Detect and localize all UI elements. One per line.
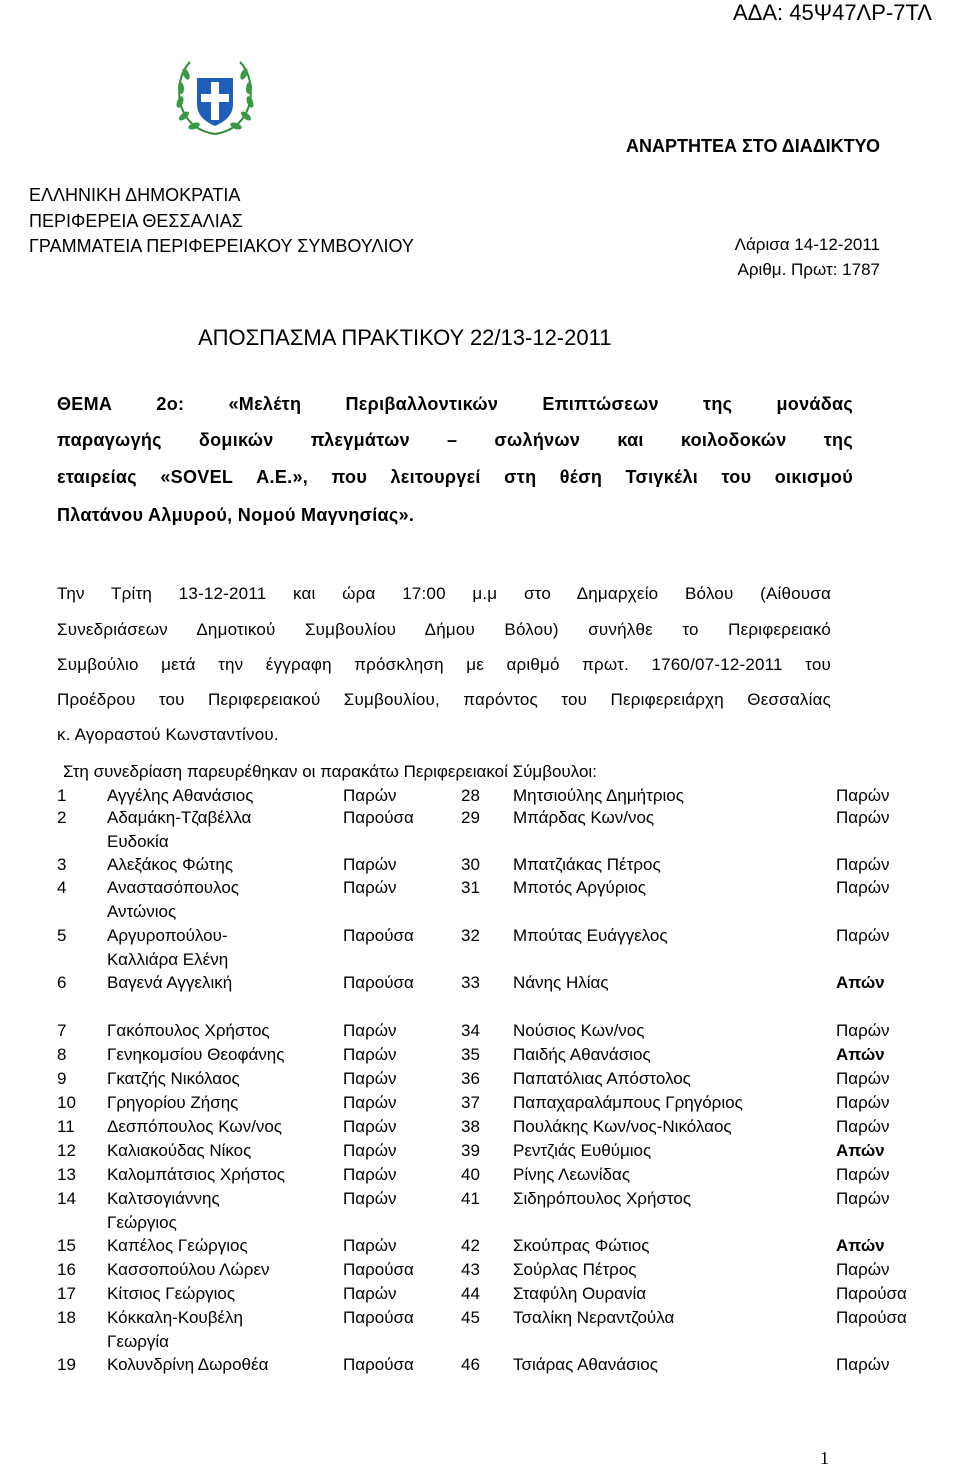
member-status: Παρών: [343, 1045, 397, 1064]
member-number: 5: [57, 926, 67, 945]
member-number: 30: [461, 855, 480, 874]
member-name: Γρηγορίου Ζήσης: [107, 1093, 239, 1112]
minutes-paragraph-line: Συνεδριάσεων Δημοτικού Συμβουλίου Δήμου Βόλου) συνήλθε το Περιφερειακό: [57, 620, 831, 639]
member-number: 37: [461, 1093, 480, 1112]
member-number: 16: [57, 1260, 76, 1279]
member-status: Παρών: [836, 1117, 890, 1136]
member-name: Αργυροπούλου-: [107, 926, 228, 945]
member-name: Καλτσογιάννης: [107, 1189, 220, 1208]
member-number: 10: [57, 1093, 76, 1112]
member-number: 19: [57, 1355, 76, 1374]
member-status: Παρών: [836, 1165, 890, 1184]
subject-line: ΘΕΜΑ 2ο: «Μελέτη Περιβαλλοντικών Επιπτώσεων της μονάδας: [57, 394, 853, 414]
member-number: 13: [57, 1165, 76, 1184]
member-name: Κίτσιος Γεώργιος: [107, 1284, 236, 1303]
member-status: Απών: [836, 1045, 885, 1064]
publication-notice: ΑΝΑΡΤΗΤΕΑ ΣΤΟ ΔΙΑΔΙΚΤΥΟ: [626, 136, 880, 156]
member-status: Παρούσα: [343, 1260, 414, 1279]
member-status: Παρούσα: [343, 926, 414, 945]
subject-line: Πλατάνου Αλμυρού, Νομού Μαγνησίας».: [57, 505, 415, 525]
minutes-paragraph-line: Την Τρίτη 13-12-2011 και ώρα 17:00 μ.μ στο Δημαρχείο Βόλου (Αίθουσα: [57, 584, 831, 603]
member-name: Δεσπόπουλος Κων/νος: [107, 1117, 282, 1136]
member-number: 7: [57, 1021, 67, 1040]
member-status: Παρών: [836, 1189, 890, 1208]
member-name: Νάνης Ηλίας: [513, 973, 609, 992]
member-name: Κόκκαλη-Κουβέλη: [107, 1308, 244, 1327]
greek-emblem-icon: [170, 56, 260, 138]
member-number: 36: [461, 1069, 480, 1088]
attendance-intro: Στη συνεδρίαση παρευρέθηκαν οι παρακάτω Περιφερειακοί Σύμβουλοι:: [63, 762, 597, 781]
member-name: Σκούπρας Φώτιος: [513, 1236, 650, 1255]
member-status: Παρών: [343, 1117, 397, 1136]
member-status: Παρών: [343, 1284, 397, 1303]
member-number: 6: [57, 973, 67, 992]
member-status: Παρών: [343, 878, 397, 897]
member-name: Αναστασόπουλος: [107, 878, 239, 897]
member-name: Καλιακούδας Νίκος: [107, 1141, 252, 1160]
member-status: Απών: [836, 973, 885, 992]
member-name: Μπατζιάκας Πέτρος: [513, 855, 661, 874]
member-status: Παρών: [836, 855, 890, 874]
member-name: Μποτός Αργύριος: [513, 878, 646, 897]
member-number: 18: [57, 1308, 76, 1327]
member-number: 41: [461, 1189, 480, 1208]
member-name: Αδαμάκη-Τζαβέλλα: [107, 808, 252, 827]
member-name: Σταφύλη Ουρανία: [513, 1284, 647, 1303]
member-status: Παρών: [836, 808, 890, 827]
member-name: Σούρλας Πέτρος: [513, 1260, 637, 1279]
member-name: Πουλάκης Κων/νος-Νικόλαος: [513, 1117, 732, 1136]
member-name: Ευδοκία: [107, 832, 169, 851]
member-name: Τσαλίκη Νεραντζούλα: [513, 1308, 675, 1327]
page-number: 1: [820, 1448, 829, 1468]
member-number: 45: [461, 1308, 480, 1327]
member-status: Παρών: [343, 786, 397, 805]
member-name: Καπέλος Γεώργιος: [107, 1236, 248, 1255]
member-status: Παρών: [836, 1260, 890, 1279]
member-name: Κασσοπούλου Λώρεν: [107, 1260, 270, 1279]
member-status: Παρών: [343, 1189, 397, 1208]
member-name: Κολυνδρίνη Δωροθέα: [107, 1355, 269, 1374]
member-status: Παρών: [836, 1093, 890, 1112]
place-date: Λάρισα 14-12-2011: [734, 235, 880, 254]
member-status: Παρούσα: [836, 1284, 907, 1303]
member-status: Παρούσα: [836, 1308, 907, 1327]
member-name: Νούσιος Κων/νος: [513, 1021, 645, 1040]
member-number: 35: [461, 1045, 480, 1064]
member-name: Καλλιάρα Ελένη: [107, 950, 229, 969]
member-number: 9: [57, 1069, 67, 1088]
member-name: Καλομπάτσιος Χρήστος: [107, 1165, 285, 1184]
org-region: ΠΕΡΙΦΕΡΕΙΑ ΘΕΣΣΑΛΙΑΣ: [29, 211, 243, 231]
member-status: Παρούσα: [343, 1355, 414, 1374]
member-status: Παρών: [836, 786, 890, 805]
member-number: 43: [461, 1260, 480, 1279]
member-number: 39: [461, 1141, 480, 1160]
member-status: Απών: [836, 1141, 885, 1160]
subject-line: εταιρείας «SOVEL Α.Ε.», που λειτουργεί στη θέση Τσιγκέλι του οικισμού: [57, 467, 853, 487]
minutes-paragraph-line: Συμβούλιο μετά την έγγραφη πρόσκληση με αριθμό πρωτ. 1760/07-12-2011 του: [57, 655, 831, 674]
member-status: Παρούσα: [343, 808, 414, 827]
member-status: Παρών: [343, 1021, 397, 1040]
protocol-number: Αριθμ. Πρωτ: 1787: [737, 260, 880, 279]
document-title: ΑΠΟΣΠΑΣΜΑ ΠΡΑΚΤΙΚΟΥ 22/13-12-2011: [198, 325, 612, 350]
member-status: Παρούσα: [343, 973, 414, 992]
member-name: Ρεντζιάς Ευθύμιος: [513, 1141, 652, 1160]
minutes-paragraph-line: κ. Αγοραστού Κωνσταντίνου.: [57, 725, 279, 744]
member-number: 12: [57, 1141, 76, 1160]
member-name: Αντώνιος: [107, 902, 177, 921]
member-name: Βαγενά Αγγελική: [107, 973, 233, 992]
member-status: Παρών: [343, 1141, 397, 1160]
member-name: Παπατόλιας Απόστολος: [513, 1069, 691, 1088]
member-number: 44: [461, 1284, 480, 1303]
member-status: Παρούσα: [343, 1308, 414, 1327]
member-name: Μπούτας Ευάγγελος: [513, 926, 668, 945]
member-name: Γενηκομσίου Θεοφάνης: [107, 1045, 285, 1064]
member-number: 2: [57, 808, 67, 827]
member-name: Παιδής Αθανάσιος: [513, 1045, 651, 1064]
member-number: 17: [57, 1284, 76, 1303]
member-status: Παρών: [836, 1355, 890, 1374]
member-status: Παρών: [343, 1093, 397, 1112]
member-name: Γκατζής Νικόλαος: [107, 1069, 240, 1088]
member-name: Γεωργία: [107, 1332, 169, 1351]
member-number: 4: [57, 878, 67, 897]
member-number: 33: [461, 973, 480, 992]
org-country: ΕΛΛΗΝΙΚΗ ΔΗΜΟΚΡΑΤΙΑ: [29, 185, 241, 205]
member-name: Τσιάρας Αθανάσιος: [513, 1355, 658, 1374]
member-status: Παρών: [836, 1021, 890, 1040]
member-number: 31: [461, 878, 480, 897]
member-number: 1: [57, 786, 67, 805]
member-name: Μητσιούλης Δημήτριος: [513, 786, 684, 805]
member-number: 42: [461, 1236, 480, 1255]
member-number: 15: [57, 1236, 76, 1255]
member-number: 8: [57, 1045, 67, 1064]
member-name: Σιδηρόπουλος Χρήστος: [513, 1189, 692, 1208]
org-secretariat: ΓΡΑΜΜΑΤΕΙΑ ΠΕΡΙΦΕΡΕΙΑΚΟΥ ΣΥΜΒΟΥΛΙΟΥ: [29, 236, 414, 256]
member-number: 38: [461, 1117, 480, 1136]
member-status: Παρών: [836, 878, 890, 897]
member-name: Παπαχαραλάμπους Γρηγόριος: [513, 1093, 743, 1112]
subject-line: παραγωγής δομικών πλεγμάτων – σωλήνων και κοιλοδοκών της: [57, 430, 853, 450]
member-number: 3: [57, 855, 67, 874]
member-status: Παρών: [343, 855, 397, 874]
member-status: Παρών: [836, 1069, 890, 1088]
member-number: 40: [461, 1165, 480, 1184]
minutes-paragraph-line: Προέδρου του Περιφερειακού Συμβουλίου, παρόντος του Περιφερειάρχη Θεσσαλίας: [57, 690, 831, 709]
member-status: Παρών: [836, 926, 890, 945]
member-status: Παρών: [343, 1069, 397, 1088]
member-name: Γακόπουλος Χρήστος: [107, 1021, 270, 1040]
member-status: Απών: [836, 1236, 885, 1255]
member-name: Μπάρδας Κων/νος: [513, 808, 655, 827]
member-number: 46: [461, 1355, 480, 1374]
member-name: Αλεξάκος Φώτης: [107, 855, 234, 874]
member-number: 28: [461, 786, 480, 805]
member-status: Παρών: [343, 1165, 397, 1184]
member-number: 11: [57, 1117, 75, 1136]
member-status: Παρών: [343, 1236, 397, 1255]
member-name: Ρίνης Λεωνίδας: [513, 1165, 631, 1184]
member-number: 29: [461, 808, 480, 827]
member-name: Αγγέλης Αθανάσιος: [107, 786, 254, 805]
member-number: 14: [57, 1189, 76, 1208]
ada-code: ΑΔΑ: 45Ψ47ΛΡ-7ΤΛ: [732, 0, 932, 25]
member-number: 34: [461, 1021, 480, 1040]
member-name: Γεώργιος: [107, 1213, 177, 1232]
member-number: 32: [461, 926, 480, 945]
